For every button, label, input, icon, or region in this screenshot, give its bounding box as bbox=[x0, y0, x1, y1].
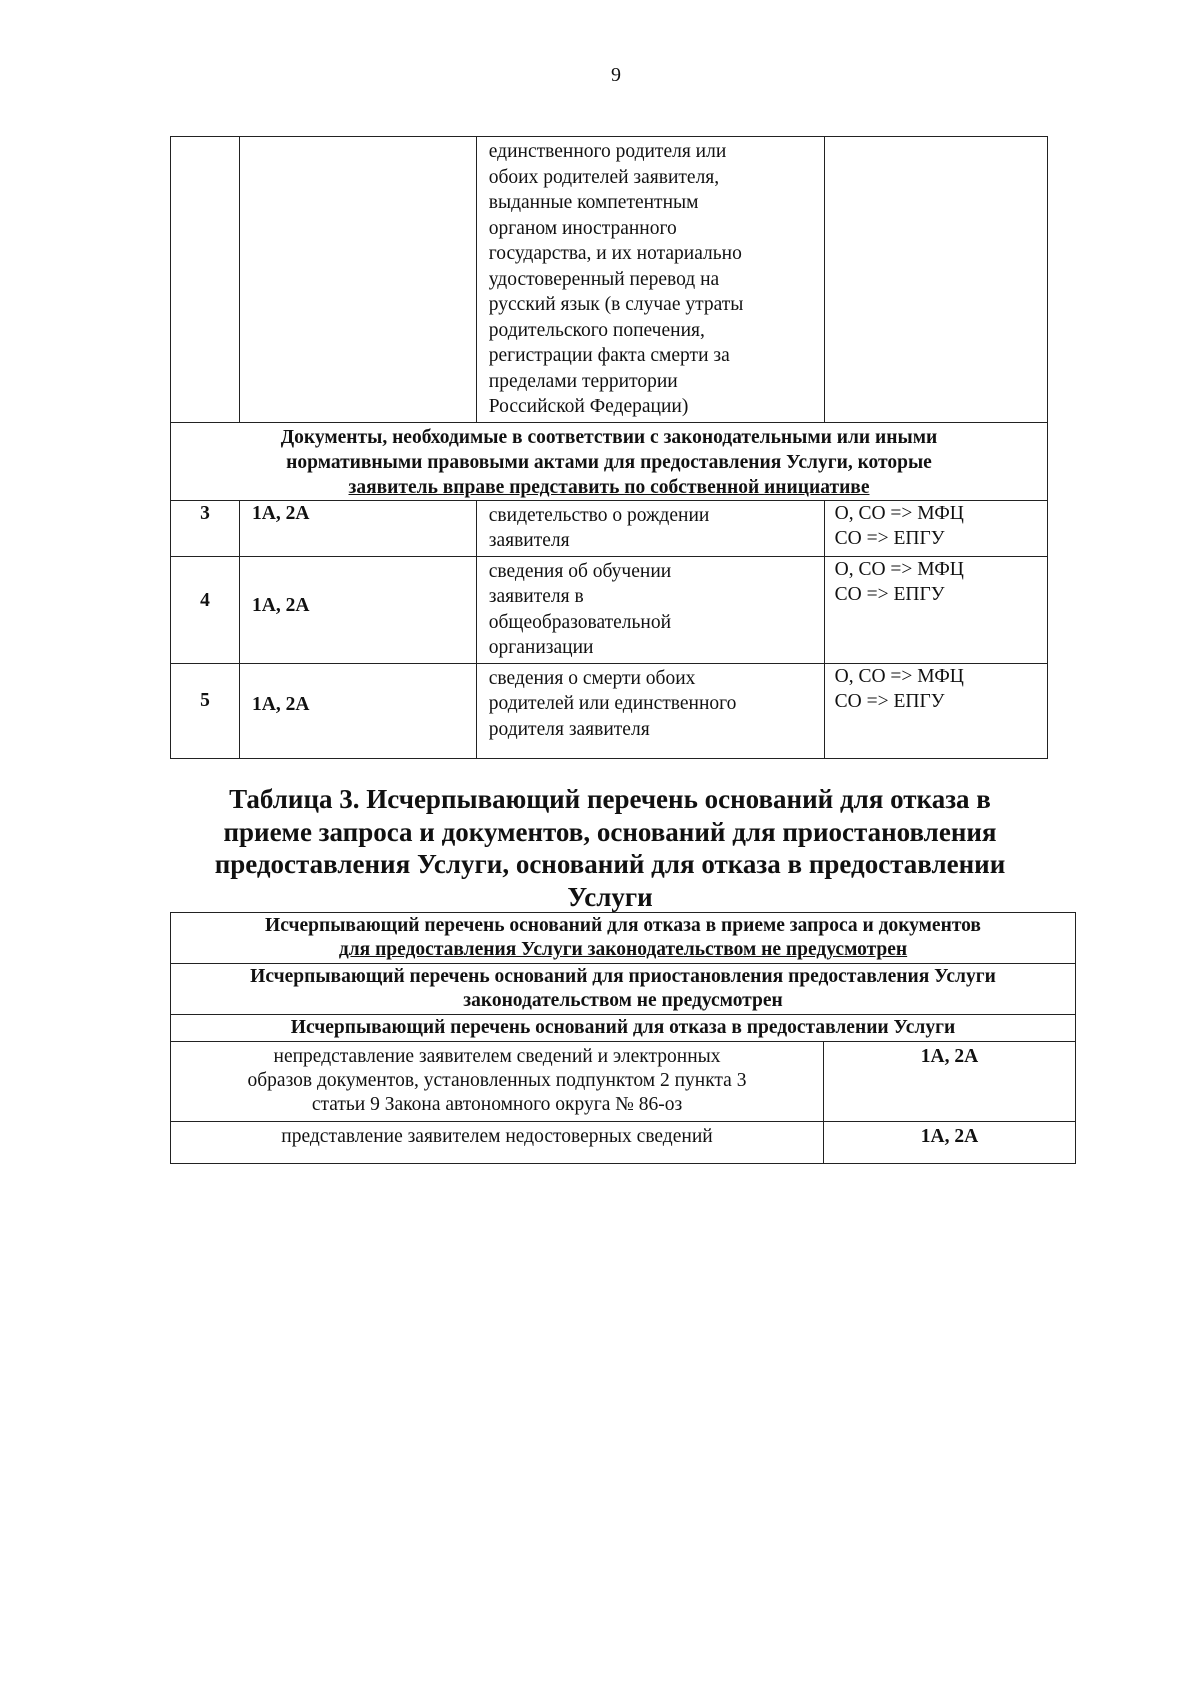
number-cell bbox=[171, 137, 240, 423]
header-refusal-acceptance bbox=[171, 913, 1076, 964]
header-row bbox=[171, 913, 1076, 964]
text-line: представление заявителем недостоверных сведений bbox=[281, 1126, 713, 1147]
row-channels bbox=[824, 556, 1047, 663]
categories-cell: 1А, 2А bbox=[824, 1122, 1076, 1164]
row-number: 5 bbox=[171, 663, 240, 759]
channels-cell bbox=[824, 137, 1047, 423]
text-line: удостоверенный перевод на bbox=[488, 268, 720, 290]
text-line: свидетельство о рождении bbox=[488, 504, 710, 526]
text-line: обоих родителей заявителя, bbox=[488, 166, 720, 188]
text-line: СО => ЕПГУ bbox=[834, 584, 945, 605]
text-line: Таблица 3. Исчерпывающий перечень оснований для отказа в bbox=[229, 784, 991, 814]
header-refusal-provision: Исчерпывающий перечень оснований для отказа в предоставлении Услуги bbox=[171, 1015, 1076, 1042]
table-row bbox=[171, 500, 1048, 556]
text-line: Исчерпывающий перечень оснований для отказа в приеме запроса и документов bbox=[265, 915, 981, 936]
text-line: родительского попечения, bbox=[488, 319, 705, 341]
table-row bbox=[171, 1122, 1076, 1164]
text-line: общеобразовательной bbox=[488, 611, 672, 633]
text-line: русский язык (в случае утраты bbox=[488, 294, 744, 315]
text-line: регистрации факта смерти за bbox=[488, 345, 730, 366]
row-categories: 1А, 2А bbox=[240, 556, 477, 663]
text-line: нормативными правовыми актами для предоставления Услуги, которые bbox=[286, 451, 932, 473]
reason-cell bbox=[171, 1042, 824, 1122]
text-line: родителей или единственного bbox=[488, 693, 737, 714]
text-line: заявителя bbox=[488, 530, 570, 551]
section-header-row bbox=[171, 422, 1048, 500]
text-line: государства, и их нотариально bbox=[488, 243, 742, 264]
row-categories: 1А, 2А bbox=[240, 663, 477, 759]
text-line: заявитель вправе представить по собственной инициативе bbox=[348, 476, 870, 498]
table-row bbox=[171, 663, 1048, 759]
text-line: сведения об обучении bbox=[488, 560, 672, 582]
text-line: единственного родителя или bbox=[488, 141, 727, 162]
text-line: приеме запроса и документов, оснований для приостановления bbox=[223, 816, 997, 847]
row-categories: 1А, 2А bbox=[240, 500, 477, 556]
text-line: СО => ЕПГУ bbox=[834, 691, 945, 712]
text-line: Услуги bbox=[567, 881, 653, 912]
table-row bbox=[171, 1042, 1076, 1122]
table-3-title bbox=[160, 783, 1060, 913]
text-line: выданные компетентным bbox=[488, 192, 699, 213]
text-line: О, СО => МФЦ bbox=[834, 665, 964, 687]
text-line: пределами территории bbox=[488, 370, 678, 392]
text-line: образов документов, установленных подпунктом 2 пункта 3 bbox=[247, 1070, 747, 1091]
text-line: родителя заявителя bbox=[488, 718, 650, 740]
reason-cell bbox=[171, 1122, 824, 1164]
table-row bbox=[171, 556, 1048, 663]
section-header bbox=[171, 422, 1048, 500]
text-line: предоставления Услуги, оснований для отказа в предоставлении bbox=[214, 849, 1006, 879]
categories-cell: 1А, 2А bbox=[824, 1042, 1076, 1122]
text-line: СО => ЕПГУ bbox=[834, 528, 945, 549]
row-number: 4 bbox=[171, 556, 240, 663]
text-line: Исчерпывающий перечень оснований для приостановления предоставления Услуги bbox=[250, 966, 996, 987]
documents-cell bbox=[476, 137, 824, 423]
text-line: О, СО => МФЦ bbox=[834, 558, 964, 580]
row-documents bbox=[476, 663, 824, 759]
text-line: организации bbox=[488, 637, 594, 658]
documents-table-continued bbox=[170, 136, 1048, 759]
row-number: 3 bbox=[171, 500, 240, 556]
text-line: сведения о смерти обоих bbox=[488, 667, 696, 689]
row-documents bbox=[476, 500, 824, 556]
text-line: статьи 9 Закона автономного округа № 86-оз bbox=[311, 1094, 683, 1115]
text-line: заявителя в bbox=[488, 586, 584, 607]
header-row bbox=[171, 964, 1076, 1015]
refusal-grounds-table bbox=[170, 912, 1076, 1164]
row-channels bbox=[824, 500, 1047, 556]
text-line: органом иностранного bbox=[488, 217, 677, 239]
text-line: О, СО => МФЦ bbox=[834, 502, 964, 524]
categories-cell bbox=[240, 137, 477, 423]
table-row bbox=[171, 137, 1048, 423]
text-line: для предоставления Услуги законодательством не предусмотрен bbox=[338, 939, 908, 960]
text-line: законодательством не предусмотрен bbox=[463, 990, 783, 1011]
header-row bbox=[171, 1015, 1076, 1042]
text-line: непредставление заявителем сведений и электронных bbox=[273, 1046, 721, 1067]
header-suspension bbox=[171, 964, 1076, 1015]
text-line: Документы, необходимые в соответствии с законодательными или иными bbox=[280, 426, 938, 448]
row-channels bbox=[824, 663, 1047, 759]
row-documents bbox=[476, 556, 824, 663]
page-number: 9 bbox=[611, 64, 621, 86]
text-line: Российской Федерации) bbox=[488, 396, 689, 417]
